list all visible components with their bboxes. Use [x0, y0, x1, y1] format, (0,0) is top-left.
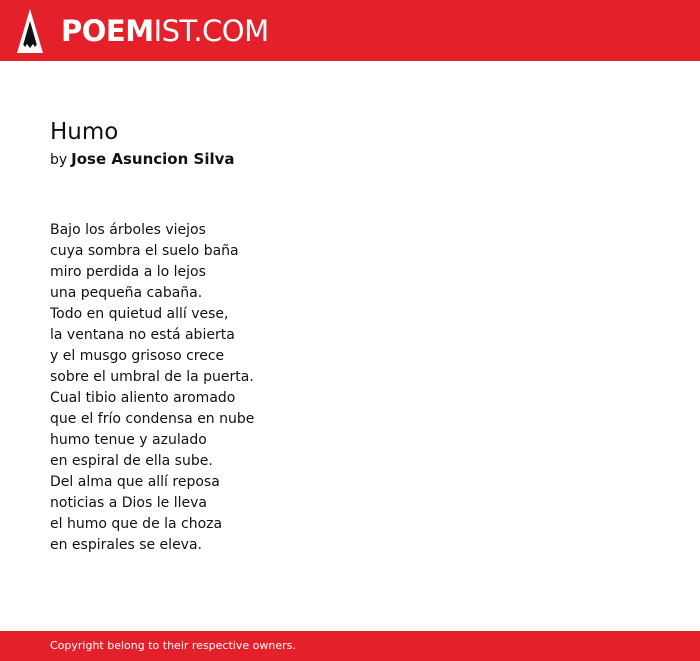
- poem-line: Del alma que allí reposa: [50, 474, 220, 490]
- site-footer: [0, 631, 700, 661]
- logo-text-light: IST.COM: [153, 14, 269, 48]
- site-logo-text: [61, 8, 269, 54]
- poem-line: miro perdida a lo lejos: [50, 264, 206, 280]
- poem-byline: [50, 149, 650, 170]
- poem-line: la ventana no está abierta: [50, 327, 235, 343]
- site-logo-link[interactable]: [16, 8, 269, 54]
- poem-title: Humo: [50, 119, 119, 145]
- logo-text-bold: POEM: [61, 14, 154, 48]
- poem-line: noticias a Dios le lleva: [50, 495, 207, 511]
- poem-line: en espiral de ella sube.: [50, 453, 213, 469]
- poem-line: y el musgo grisoso crece: [50, 348, 225, 364]
- poem-line: sobre el umbral de la puerta.: [50, 369, 254, 385]
- poem-line: una pequeña cabaña.: [50, 285, 203, 301]
- poem-line: Todo en quietud allí vese,: [50, 306, 229, 322]
- poem-line: cuya sombra el suelo baña: [50, 243, 239, 259]
- poem-content: [50, 118, 650, 556]
- author-link[interactable]: Jose Asuncion Silva: [71, 150, 235, 168]
- poem-line: Cual tibio aliento aromado: [50, 390, 236, 406]
- poem-body: [50, 220, 650, 556]
- poem-line: el humo que de la choza: [50, 516, 223, 532]
- site-header: [0, 0, 700, 61]
- copyright-text: Copyright belong to their respective owners.: [50, 639, 296, 652]
- poem-line: que el frío condensa en nube: [50, 411, 255, 427]
- poem-line: en espirales se eleva.: [50, 537, 202, 553]
- byline-label: by: [50, 152, 68, 168]
- poem-line: Bajo los árboles viejos: [50, 222, 206, 238]
- pencil-tip-icon: [16, 9, 44, 53]
- poem-line: humo tenue y azulado: [50, 432, 207, 448]
